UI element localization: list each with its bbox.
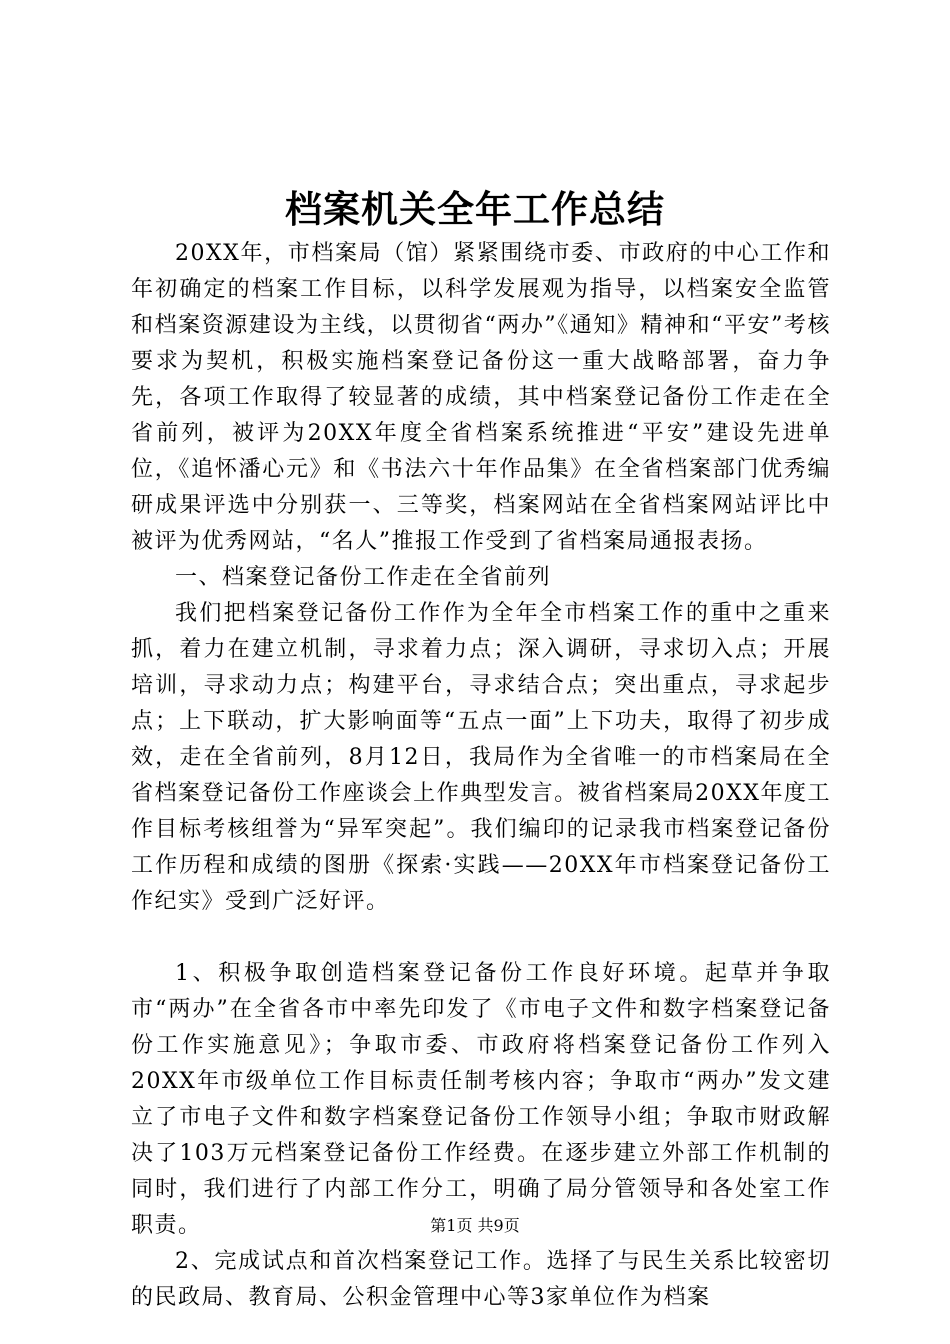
paragraph-item-2: 2、完成试点和首次档案登记工作。选择了与民生关系比较密切的民政局、教育局、公积金管理中心等3家单位作为档案: [131, 1249, 831, 1310]
paragraph-section-1: 我们把档案登记备份工作作为全年全市档案工作的重中之重来抓，着力在建立机制，寻求着力点；深入调研，寻求切入点；开展培训，寻求动力点；构建平台，寻求结合点；突出重点，寻求起步点；上下联动，扩大影响面等“五点一面”上下功夫，取得了初步成效，走在全省前列，8月12日，我局作为全省唯一的市档案局在全省档案登记备份工作座谈会上作典型发言。被省档案局20XX年度工作目标考核组誉为“异军突起”。我们编印的记录我市档案登记备份工作历程和成绩的图册《探索·实践——20XX年市档案登记备份工作纪实》受到广泛好评。: [131, 601, 831, 914]
document-title: 档案机关全年工作总结: [285, 187, 665, 231]
page-footer: 第1页 共9页: [430, 1216, 520, 1235]
paragraph-item-1: 1、积极争取创造档案登记备份工作良好环境。起草并争取市“两办”在全省各市中率先印发了《市电子文件和数字档案登记备份工作实施意见》；争取市委、市政府将档案登记备份工作列入20XX年市级单位工作目标责任制考核内容；争取市“两办”发文建立了市电子文件和数字档案登记备份工作领导小组；争取市财政解决了103万元档案登记备份工作经费。在逐步建立外部工作机制的同时，我们进行了内部工作分工，明确了局分管领导和各处室工作职责。: [131, 961, 831, 1238]
section-heading: 一、档案登记备份工作走在全省前列: [175, 565, 552, 590]
paragraph-intro: 20XX年，市档案局（馆）紧紧围绕市委、市政府的中心工作和年初确定的档案工作目标，以科学发展观为指导，以档案安全监管和档案资源建设为主线，以贯彻省“两办”《通知》精神和“平安”考核要求为契机，积极实施档案登记备份这一重大战略部署，奋力争先，各项工作取得了较显著的成绩，其中档案登记备份工作走在全省前列，被评为20XX年度全省档案系统推进“平安”建设先进单位，《追怀潘心元》和《书法六十年作品集》在全省档案部门优秀编研成果评选中分别获一、三等奖，档案网站在全省档案网站评比中被评为优秀网站，“名人”推报工作受到了省档案局通报表扬。: [131, 241, 831, 554]
document-body: [131, 236, 831, 1316]
